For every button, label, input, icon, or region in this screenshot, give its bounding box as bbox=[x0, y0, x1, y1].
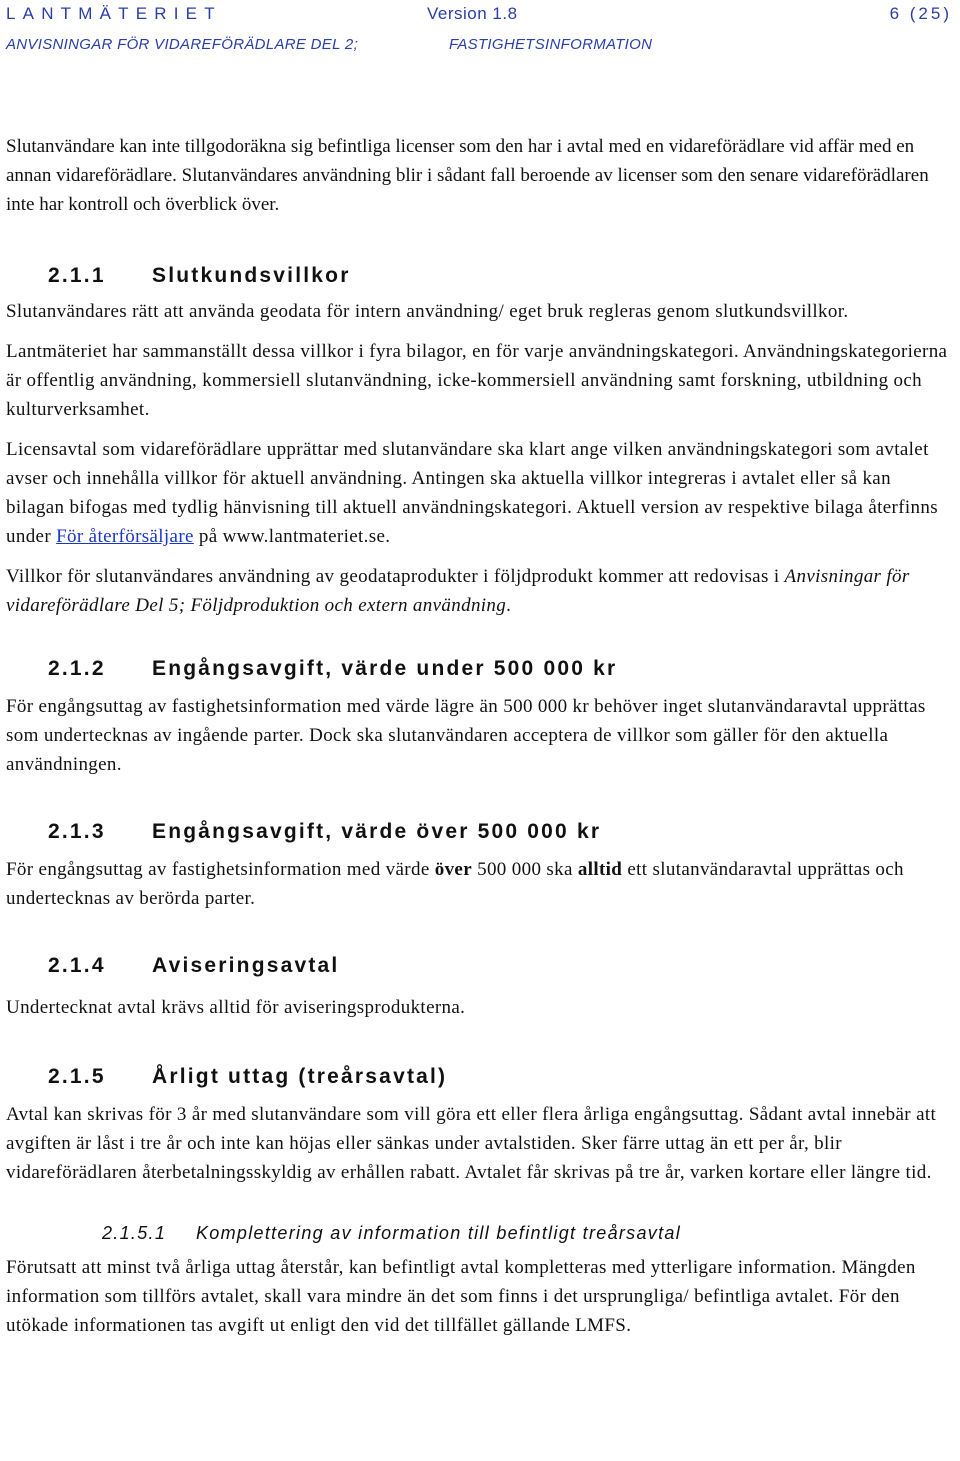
paragraph-text: 500 000 ska bbox=[472, 859, 578, 880]
section-title: Engångsavgift, värde över 500 000 kr bbox=[152, 820, 602, 843]
body-text bbox=[6, 132, 950, 1340]
paragraph-text: på www.lantmateriet.se. bbox=[193, 526, 391, 547]
paragraph bbox=[6, 855, 950, 913]
document-reference: Anvisningar för vidareförädlare Del 5; Följdproduktion och extern användning bbox=[6, 566, 910, 616]
paragraph-text: För engångsuttag av fastighetsinformation med värde bbox=[6, 859, 435, 880]
organization-name: LANTMÄTERIET bbox=[6, 4, 222, 23]
paragraph-text: Villkor för slutanvändares användning av geodataprodukter i följdprodukt kommer att redovisas i bbox=[6, 566, 785, 587]
paragraph: Undertecknat avtal krävs alltid för aviseringsprodukterna. bbox=[6, 997, 466, 1018]
paragraph-text: . bbox=[506, 595, 512, 616]
section-heading-2-1-5 bbox=[6, 1062, 950, 1092]
subsection-heading-2-1-5-1 bbox=[6, 1219, 950, 1247]
section-number: 2.1.1 bbox=[48, 264, 106, 287]
paragraph-text: Licensavtal som vidareförädlare upprättar med slutanvändare ska klart ange vilken användningskategori som avtalet avser och innehålla villkor för aktuell användning. Antingen ska aktuella villkor integreras i avtalet eller så kan bilagan bifogas med tydlig hänvisning till aktuell användningskategori. Aktuell version av respektive bilaga återfinns under bbox=[6, 439, 938, 547]
section-title: Slutkundsvillkor bbox=[152, 264, 351, 287]
section-title: Komplettering av information till befintligt treårsavtal bbox=[196, 1223, 681, 1243]
section-number: 2.1.5 bbox=[48, 1065, 106, 1088]
paragraph bbox=[6, 435, 950, 551]
paragraph: För engångsuttag av fastighetsinformation med värde lägre än 500 000 kr behöver inget slutanvändaravtal upprättas som undertecknas av ingående parter. Dock ska slutanvändaren acceptera de villkor som gäller för den aktuella användningen. bbox=[6, 696, 926, 775]
paragraph bbox=[6, 562, 950, 620]
section-title: Aviseringsavtal bbox=[152, 954, 340, 977]
section-number: 2.1.2 bbox=[48, 657, 106, 680]
section-heading-2-1-3 bbox=[6, 817, 950, 847]
section-number: 2.1.3 bbox=[48, 820, 106, 843]
paragraph: Förutsatt att minst två årliga uttag återstår, kan befintligt avtal kompletteras med ytterligare information. Mängden information som tillförs avtalet, skall vara mindre än det som finns i det ursprungliga/ befintliga avtalet. För den utökade informationen tas avgift ut enligt den vid det tillfället gällande LMFS. bbox=[6, 1257, 916, 1336]
document-title: FASTIGHETSINFORMATION bbox=[449, 36, 653, 53]
section-number: 2.1.5.1 bbox=[102, 1223, 167, 1243]
section-heading-2-1-1 bbox=[6, 261, 950, 291]
section-number: 2.1.4 bbox=[48, 954, 106, 977]
page-header bbox=[6, 2, 952, 58]
emphasis: alltid bbox=[577, 859, 623, 880]
paragraph: Slutanvändares rätt att använda geodata för intern användning/ eget bruk regleras genom slutkundsvillkor. bbox=[6, 301, 849, 322]
section-title: Årligt uttag (treårsavtal) bbox=[152, 1065, 448, 1088]
section-heading-2-1-4 bbox=[6, 951, 950, 981]
section-heading-2-1-2 bbox=[6, 654, 950, 684]
reseller-link[interactable]: För återförsäljare bbox=[56, 526, 194, 547]
paragraph-text: ett slutanvändaravtal upprättas och undertecknas av berörda parter. bbox=[6, 859, 904, 909]
document-series: ANVISNINGAR FÖR VIDAREFÖRÄDLARE DEL 2; bbox=[6, 36, 359, 53]
paragraph: Lantmäteriet har sammanställt dessa villkor i fyra bilagor, en för varje användningskategori. Användningskategorierna är offentlig användning, kommersiell slutanvändning, icke-kommersiell användning samt forskning, utbildning och kulturverksamhet. bbox=[6, 341, 948, 420]
section-title: Engångsavgift, värde under 500 000 kr bbox=[152, 657, 618, 680]
intro-paragraph: Slutanvändare kan inte tillgodoräkna sig befintliga licenser som den har i avtal med en vidareförädlare vid affär med en annan vidareförädlare. Slutanvändares användning blir i sådant fall beroende av licenser som den senare vidareförädlaren inte har kontroll och överblick över. bbox=[6, 136, 929, 215]
emphasis: över bbox=[434, 859, 472, 880]
page-number: 6 (25) bbox=[889, 4, 952, 23]
paragraph: Avtal kan skrivas för 3 år med slutanvändare som vill göra ett eller flera årliga engångsuttag. Sådant avtal innebär att avgiften är låst i tre år och inte kan höjas eller sänkas under avtalstiden. Sker färre uttag än ett per år, blir vidareförädlaren återbetalningsskyldig av erhållen rabatt. Avtalet får skrivas på tre år, varken kortare eller längre tid. bbox=[6, 1104, 937, 1183]
version-label: Version 1.8 bbox=[427, 4, 518, 23]
